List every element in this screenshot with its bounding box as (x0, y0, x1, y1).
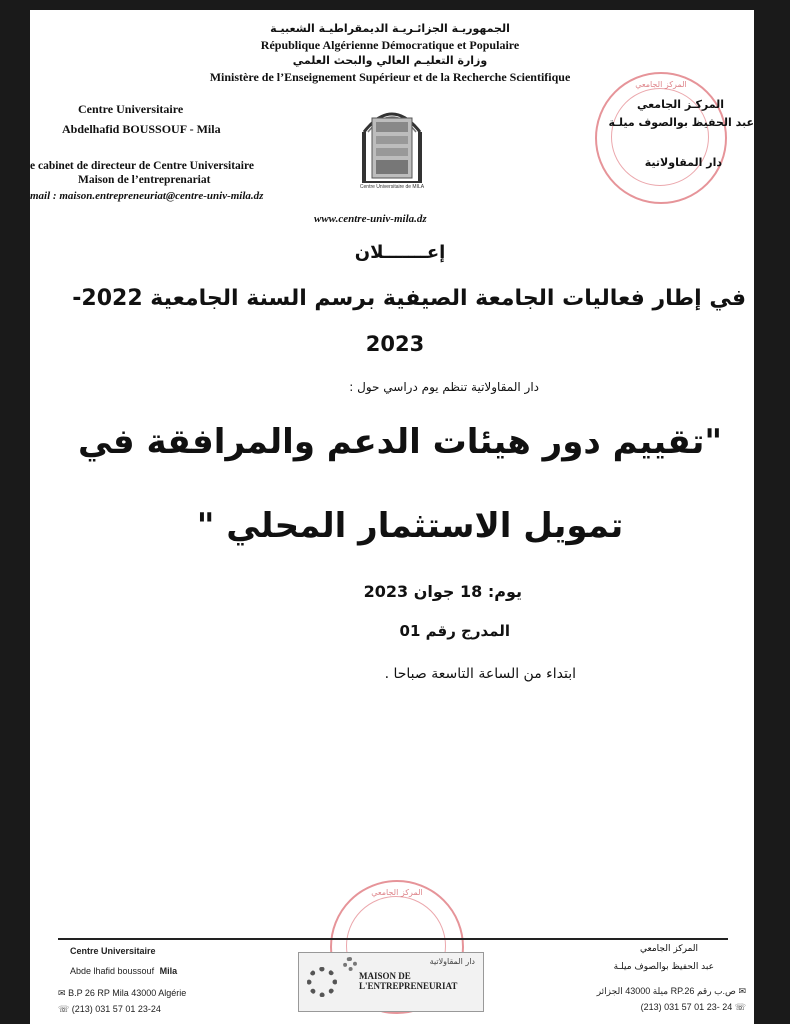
header-fr-republic: République Algérienne Démocratique et Populaire (260, 38, 520, 52)
left-line-centre: Centre Universitaire (78, 102, 184, 116)
footer-right-centre: المركز الجامعي (640, 944, 698, 954)
announcement-line1: في إطار فعاليات الجامعة الصيفية برسم السنة الجامعية 2022- (72, 286, 746, 311)
phone-icon: ☏ (58, 1004, 70, 1014)
small-gear-icon (343, 957, 357, 971)
footer-left-name (70, 966, 177, 976)
footer-left-address-text: B.P 26 RP Mila 43000 Algérie (68, 988, 187, 998)
header-ar-republic: الجمهوريـة الجزائـريـة الديمقراطيـة الشعبيـة (270, 22, 510, 35)
left-line-email: mail : maison.entrepreneuriat@centre-univ-mila.dz (30, 190, 264, 202)
gear-icon (307, 967, 337, 997)
university-logo (358, 92, 426, 192)
left-line-cabinet: e cabinet de directeur de Centre Universitaire (30, 160, 254, 172)
right-line-maison: دار المقاولاتية (644, 156, 722, 169)
stamp-ring-text: المركز الجامعي (635, 80, 687, 89)
header-fr-ministry: Ministère de l’Enseignement Supérieur et de la Recherche Scientifique (209, 70, 571, 84)
stamp-bottom-ring-text: المركز الجامعي (371, 888, 423, 897)
maison-logo-text: MAISON DE L'ENTREPRENEURIAT (359, 971, 458, 991)
footer-divider (58, 938, 728, 940)
envelope-icon: ✉ (58, 988, 66, 998)
right-line-name: عبد الحفيظ بوالصوف ميلـة (608, 116, 754, 129)
announcement-intro: دار المقاولاتية تنظم يوم دراسي حول : (349, 380, 539, 394)
announcement-year: 2023 (365, 332, 425, 356)
header-ar-ministry: وزارة التعليـم العالي والبحث العلمي (292, 54, 488, 67)
footer-left-city: Mila (159, 966, 178, 976)
footer-left-phone-text: (213) 031 57 01 23-24 (71, 1004, 161, 1014)
footer-left-centre: Centre Universitaire (70, 946, 156, 956)
official-stamp-top (595, 72, 727, 204)
envelope-icon-right: ✉ (738, 986, 746, 996)
footer-right-name: عبد الحفيظ بوالصوف ميلـة (613, 962, 714, 972)
event-venue: المدرج رقم 01 (399, 622, 510, 640)
event-time: ابتداء من الساعة التاسعة صباحا . (384, 666, 576, 682)
headline-line2: تمويل الاستثمار المحلي " (196, 506, 624, 546)
footer-right-address (597, 986, 746, 997)
left-line-maison: Maison de l’entreprenariat (78, 174, 211, 186)
website-link[interactable]: www.centre-univ-mila.dz (314, 213, 427, 225)
footer-left-name-text: Abde lhafid boussouf (70, 966, 155, 976)
footer-right-address-text: ص.ب رقم RP.26 ميلة 43000 الجزائر (596, 986, 736, 996)
left-line-name: Abdelhafid BOUSSOUF - Mila (62, 122, 221, 136)
logo-caption: Centre Universitaire de MILA (359, 184, 425, 190)
maison-logo (298, 952, 484, 1012)
document-page (30, 10, 754, 1024)
footer-left-address (58, 988, 186, 999)
phone-icon-right: ☏ (734, 1002, 746, 1012)
event-date: يوم: 18 جوان 2023 (363, 582, 522, 601)
headline-line1: "تقييم دور هيئات الدعم والمرافقة في (77, 422, 723, 462)
right-line-centre: المركـز الجامعي (636, 98, 724, 111)
footer-left-phone (58, 1004, 161, 1015)
maison-logo-ar: دار المقاولاتية (429, 957, 475, 966)
announcement-title: إعـــــــلان (354, 242, 446, 263)
footer-right-phone (641, 1002, 746, 1013)
footer-right-phone-text: (213) 031 57 01 23- 24 (640, 1002, 733, 1012)
